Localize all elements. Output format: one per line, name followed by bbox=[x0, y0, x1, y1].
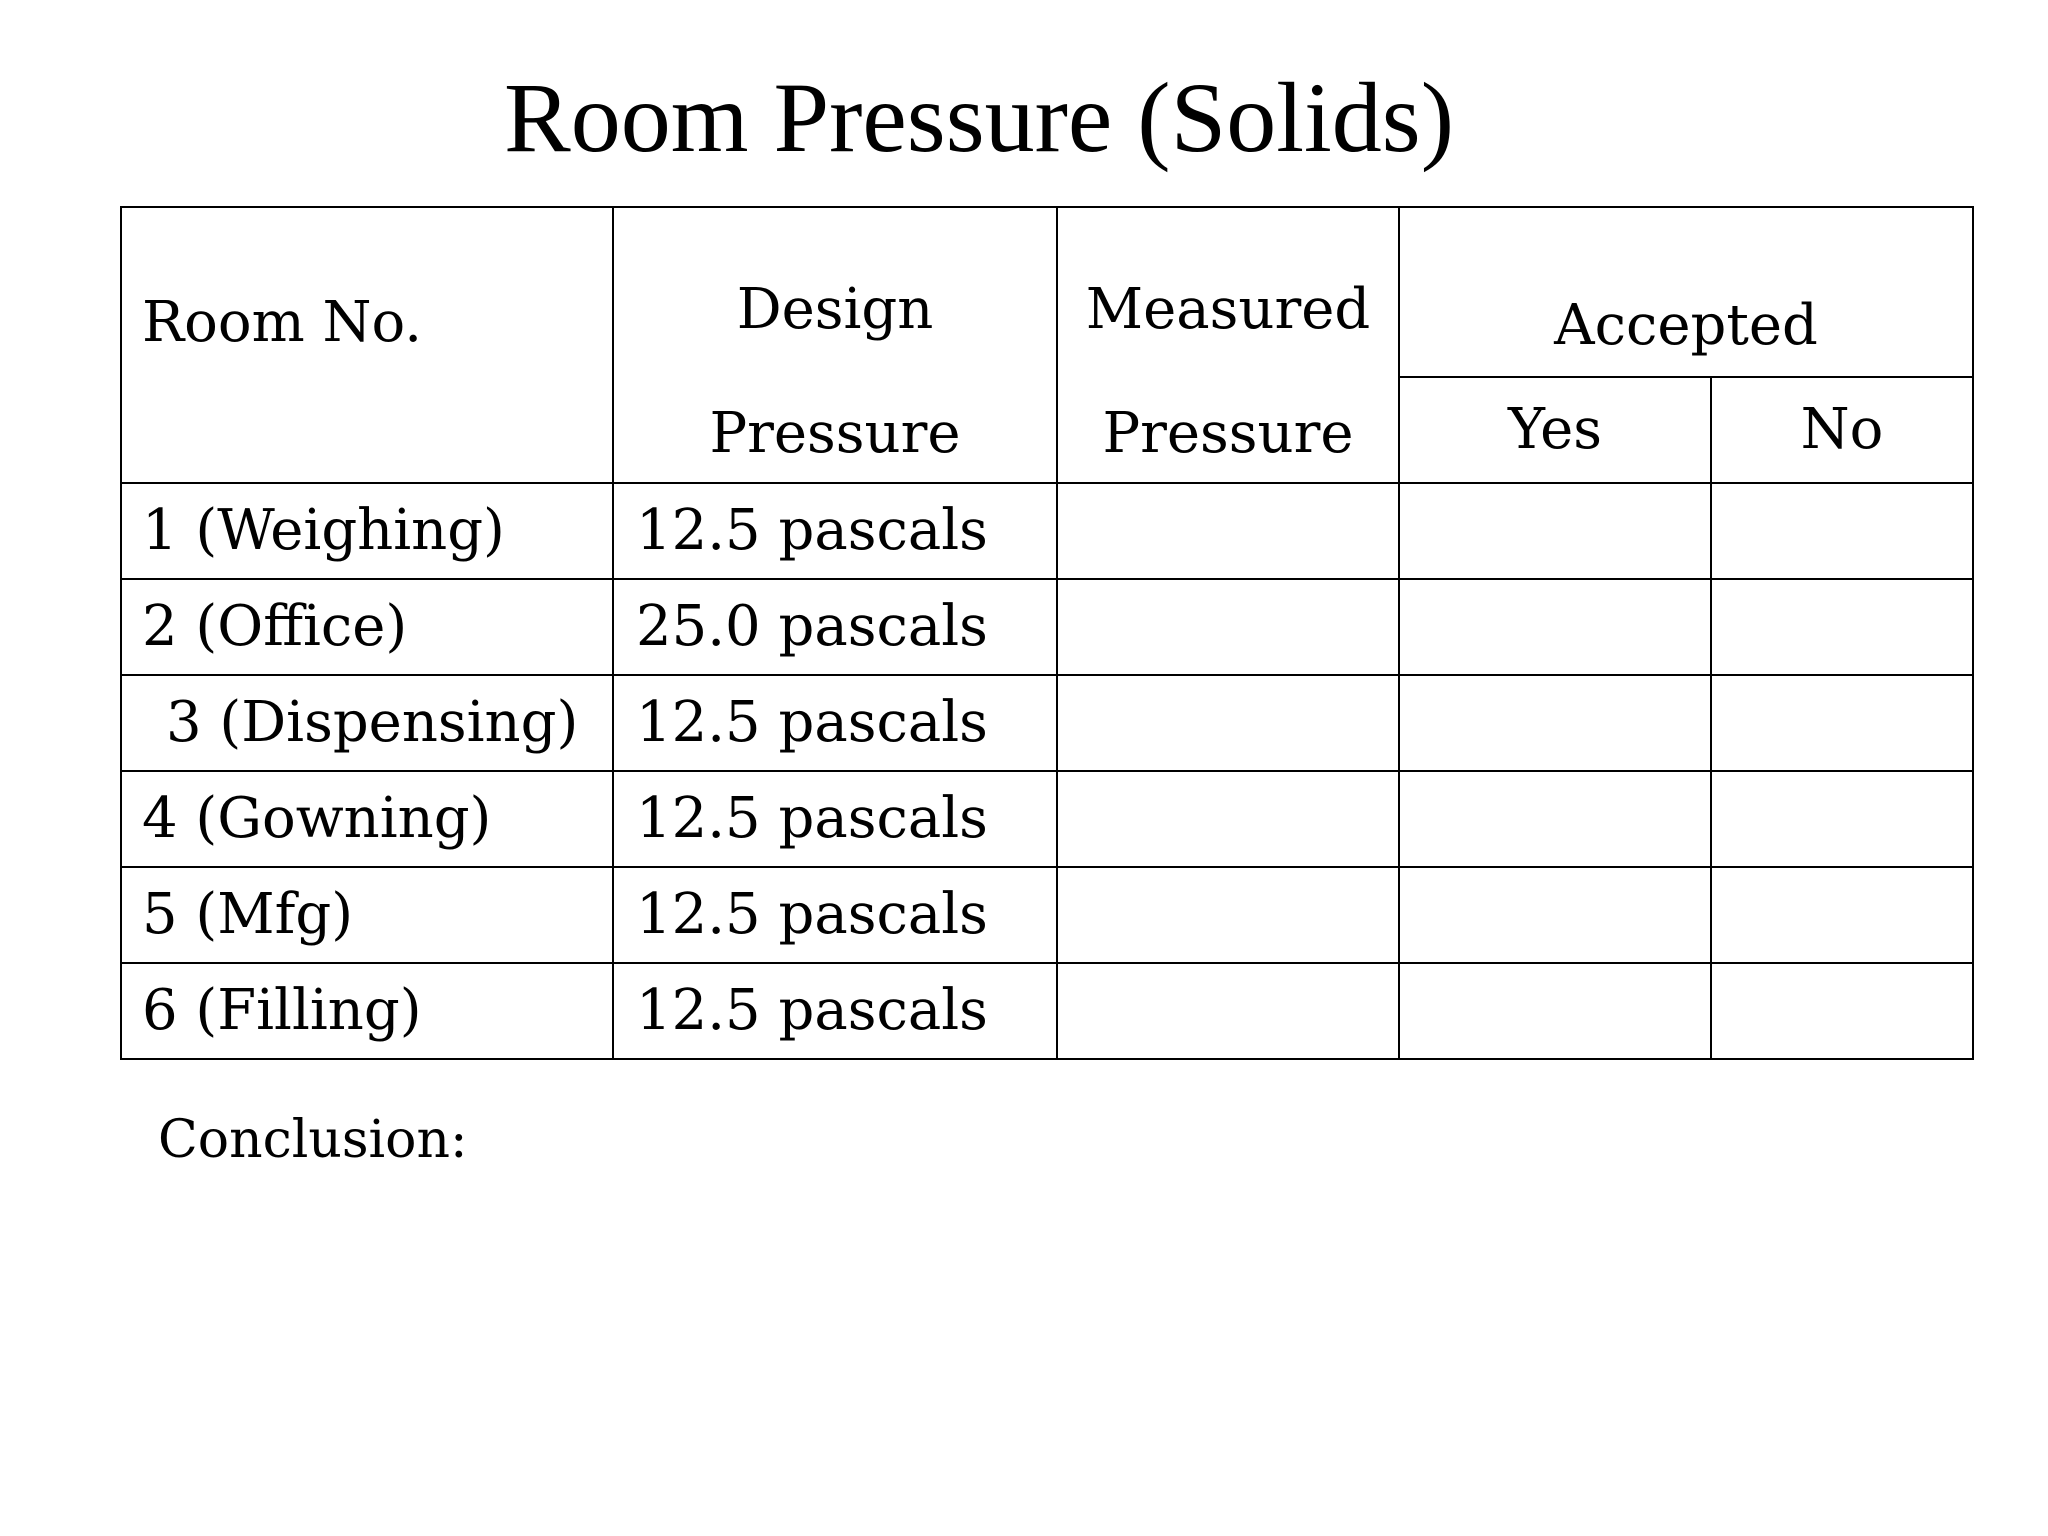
header-design-line1: Design bbox=[736, 277, 934, 342]
accepted-yes-cell[interactable] bbox=[1399, 963, 1711, 1059]
design-pressure-cell: 12.5 pascals bbox=[613, 675, 1057, 771]
table-row bbox=[121, 771, 1973, 867]
table-header-row bbox=[121, 207, 1973, 377]
measured-pressure-cell[interactable] bbox=[1057, 771, 1399, 867]
measured-pressure-cell[interactable] bbox=[1057, 579, 1399, 675]
accepted-no-cell[interactable] bbox=[1711, 579, 1973, 675]
table-row bbox=[121, 867, 1973, 963]
design-pressure-cell: 25.0 pascals bbox=[613, 579, 1057, 675]
page-title: Room Pressure (Solids) bbox=[504, 62, 1454, 173]
header-yes: Yes bbox=[1399, 377, 1711, 483]
accepted-yes-cell[interactable] bbox=[1399, 867, 1711, 963]
measured-pressure-cell[interactable] bbox=[1057, 867, 1399, 963]
measured-pressure-cell[interactable] bbox=[1057, 675, 1399, 771]
conclusion-label: Conclusion: bbox=[158, 1110, 468, 1170]
room-cell: 6 (Filling) bbox=[121, 963, 613, 1059]
design-pressure-cell: 12.5 pascals bbox=[613, 771, 1057, 867]
header-room-no: Room No. bbox=[121, 207, 613, 483]
accepted-yes-cell[interactable] bbox=[1399, 771, 1711, 867]
measured-pressure-cell[interactable] bbox=[1057, 963, 1399, 1059]
design-pressure-cell: 12.5 pascals bbox=[613, 483, 1057, 579]
accepted-no-cell[interactable] bbox=[1711, 771, 1973, 867]
header-design-pressure bbox=[613, 207, 1057, 483]
room-pressure-table bbox=[120, 206, 1974, 1060]
table-row bbox=[121, 579, 1973, 675]
header-measured-line2: Pressure bbox=[1102, 401, 1354, 466]
room-cell: 5 (Mfg) bbox=[121, 867, 613, 963]
accepted-yes-cell[interactable] bbox=[1399, 675, 1711, 771]
table-row bbox=[121, 483, 1973, 579]
room-cell: 4 (Gowning) bbox=[121, 771, 613, 867]
accepted-no-cell[interactable] bbox=[1711, 483, 1973, 579]
room-cell: 1 (Weighing) bbox=[121, 483, 613, 579]
measured-pressure-cell[interactable] bbox=[1057, 483, 1399, 579]
header-no: No bbox=[1711, 377, 1973, 483]
room-cell: 2 (Office) bbox=[121, 579, 613, 675]
room-cell: 3 (Dispensing) bbox=[121, 675, 613, 771]
accepted-no-cell[interactable] bbox=[1711, 675, 1973, 771]
header-measured-pressure bbox=[1057, 207, 1399, 483]
design-pressure-cell: 12.5 pascals bbox=[613, 867, 1057, 963]
accepted-no-cell[interactable] bbox=[1711, 963, 1973, 1059]
design-pressure-cell: 12.5 pascals bbox=[613, 963, 1057, 1059]
header-design-line2: Pressure bbox=[709, 401, 961, 466]
header-accepted: Accepted bbox=[1399, 207, 1973, 377]
header-measured-line1: Measured bbox=[1085, 277, 1371, 342]
table-row bbox=[121, 675, 1973, 771]
accepted-yes-cell[interactable] bbox=[1399, 579, 1711, 675]
accepted-no-cell[interactable] bbox=[1711, 867, 1973, 963]
accepted-yes-cell[interactable] bbox=[1399, 483, 1711, 579]
table-row bbox=[121, 963, 1973, 1059]
